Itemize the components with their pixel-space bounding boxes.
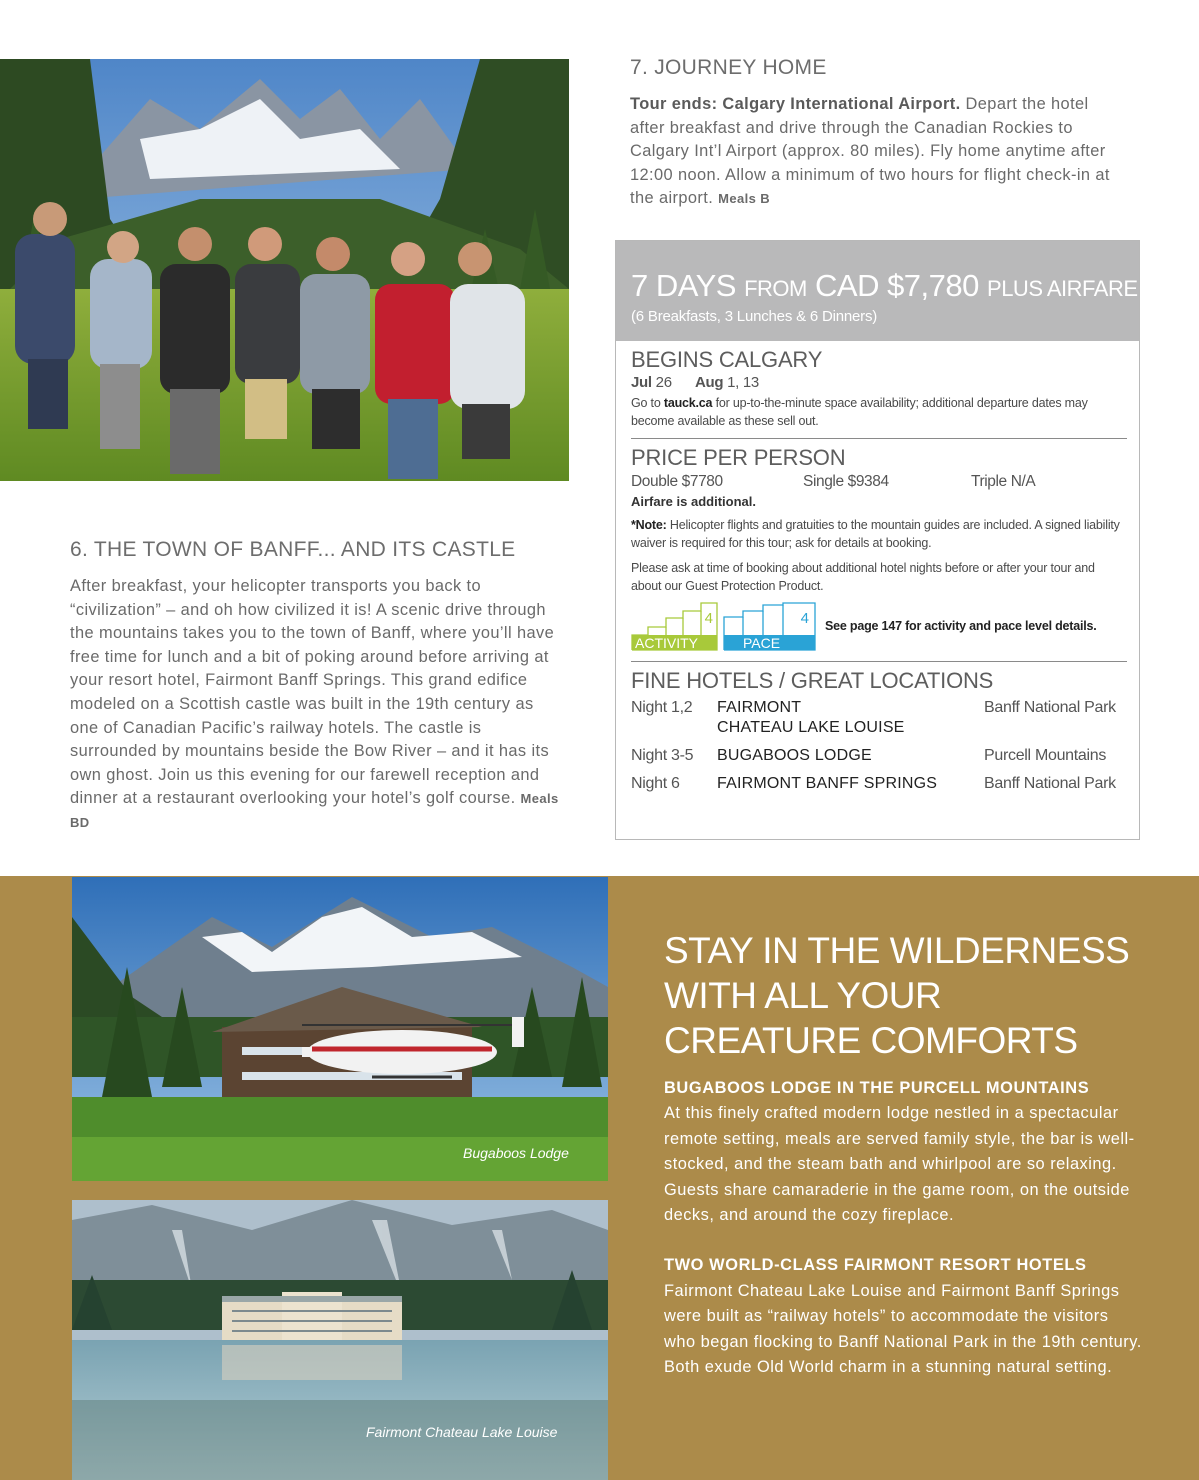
tour-days: 7 DAYS	[631, 268, 736, 303]
activity-level-number: 4	[704, 610, 713, 627]
hotel-location: Banff National Park	[984, 775, 1116, 792]
price-per-person-title: PRICE PER PERSON	[631, 445, 846, 470]
day7-text	[630, 93, 1110, 211]
plus-airfare-label: PLUS AIRFARE	[987, 276, 1138, 301]
tauck-link[interactable]: tauck.ca	[663, 396, 713, 410]
price-double: Double $7780	[631, 473, 723, 490]
hotel-night: Night 1,2	[631, 699, 693, 716]
day7-lead: Tour ends: Calgary International Airport.	[630, 95, 961, 113]
hotel-night: Night 3-5	[631, 747, 694, 764]
day6-text	[70, 575, 560, 835]
gold-headline-line3: CREATURE COMFORTS	[664, 1020, 1078, 1061]
gold-body	[664, 1076, 1144, 1405]
day6-meals: Meals BD	[70, 791, 559, 830]
activity-level-icon	[631, 601, 719, 651]
from-label: FROM	[744, 276, 807, 301]
note-label: *Note:	[631, 518, 667, 532]
fairmont-paragraph	[664, 1253, 1144, 1380]
bugaboos-subheading: BUGABOOS LODGE IN THE PURCELL MOUNTAINS	[664, 1079, 1090, 1097]
day7-section	[630, 56, 1110, 211]
bugaboos-lodge-photo	[72, 877, 608, 1181]
tour-price: CAD $7,780	[815, 268, 979, 303]
level-indicators	[631, 601, 1127, 651]
pace-level-icon	[723, 601, 817, 651]
day7-body: Depart the hotel after breakfast and drive through the Canadian Rockies to Calgary Int’l Airport (approx. 80 miles). Fly home anytime after 12:00 noon. Allow a minimum of two hours for flight check-in at the airport.	[630, 95, 1110, 208]
price-single: Single $9384	[803, 473, 889, 490]
gold-headline-line1: STAY IN THE WILDERNESS	[664, 930, 1130, 971]
begins-title: BEGINS CALGARY	[631, 347, 823, 372]
airfare-note: Airfare is additional.	[631, 494, 756, 509]
caption-bugaboos-lodge: Bugaboos Lodge	[463, 1145, 569, 1161]
activity-label: ACTIVITY	[635, 635, 699, 651]
hotel-name-line1: FAIRMONT	[717, 699, 802, 716]
price-box-header	[616, 241, 1139, 341]
note-text: Helicopter flights and gratuities to the mountain guides are included. A signed liability waiver is required for this tour; ask for details at booking.	[631, 518, 1120, 550]
divider	[631, 661, 1127, 662]
hotel-row	[631, 698, 1127, 738]
pace-label: PACE	[743, 635, 781, 651]
departure-dates	[631, 374, 1127, 391]
group-photo	[0, 59, 569, 481]
note	[631, 517, 1127, 552]
fairmont-text: Fairmont Chateau Lake Louise and Fairmont Banff Springs were built as “railway hotels” to accommodate the visitors who began flocking to Banff National Park in the 19th century. Both exude Old World charm in a stunning natural setting.	[664, 1281, 1142, 1377]
date2-days: 1, 13	[727, 374, 759, 391]
hotel-row	[631, 746, 1127, 766]
caption-lake-louise: Fairmont Chateau Lake Louise	[366, 1424, 558, 1440]
date1-month: Jul	[631, 374, 652, 391]
availability-post: for up-to-the-minute space availability; additional departure dates may become available as these sell out.	[631, 396, 1088, 428]
hotel-row	[631, 774, 1127, 794]
availability-pre: Go to	[631, 396, 664, 410]
day6-title: 6. THE TOWN OF BANFF... AND ITS CASTLE	[70, 538, 516, 561]
hotels-title: FINE HOTELS / GREAT LOCATIONS	[631, 668, 994, 693]
hotel-name	[717, 698, 984, 738]
price-box	[615, 240, 1140, 840]
hotel-name-line2: CHATEAU LAKE LOUISE	[717, 719, 905, 736]
pace-level-number: 4	[800, 610, 809, 627]
hotel-list	[631, 698, 1127, 794]
gold-headline-line2: WITH ALL YOUR	[664, 975, 942, 1016]
hotel-name: BUGABOOS LODGE	[717, 747, 872, 764]
hotel-location: Banff National Park	[984, 699, 1116, 716]
bugaboos-text: At this finely crafted modern lodge nestled in a spectacular remote setting, meals are served family style, the bar is well-stocked, and the steam bath and whirlpool are so relaxing. Guests share camaraderie in the game room, on the outside decks, and around the cozy fireplace.	[664, 1104, 1135, 1225]
day6-body: After breakfast, your helicopter transports you back to “civilization” – and oh how civilized it is! A scenic drive through the mountains takes you to the town of Banff, where you’ll have free time for lunch and a bit of poking around before arriving at your resort hotel, Fairmont Banff Springs. This grand edifice modeled on a Scottish castle was built in the 19th century as one of Canadian Pacific’s railway hotels. The castle is surrounded by mountains beside the Bow River – and it has its own ghost. Join us this evening for our farewell reception and dinner at a restaurant overlooking your hotel’s golf course.	[70, 577, 555, 808]
day6-section	[70, 538, 560, 835]
price-list	[631, 473, 1127, 491]
hotel-night: Night 6	[631, 775, 680, 792]
included-meals: (6 Breakfasts, 3 Lunches & 6 Dinners)	[631, 308, 878, 325]
hotel-location: Purcell Mountains	[984, 747, 1107, 764]
date2-month: Aug	[694, 374, 724, 391]
availability-note	[631, 395, 1127, 430]
day7-title: 7. JOURNEY HOME	[630, 56, 827, 79]
hotel-nights-note: Please ask at time of booking about additional hotel nights before or after your tour and about our Guest Protection Product.	[631, 561, 1095, 593]
level-details-note: See page 147 for activity and pace level details.	[825, 619, 1097, 633]
fairmont-subheading: TWO WORLD-CLASS FAIRMONT RESORT HOTELS	[664, 1256, 1087, 1275]
date1-days: 26	[655, 374, 672, 391]
day7-meals: Meals B	[718, 191, 771, 207]
price-triple: Triple N/A	[971, 473, 1036, 490]
bugaboos-paragraph	[664, 1076, 1144, 1228]
price-headline	[631, 269, 1139, 306]
gold-headline	[664, 928, 1144, 1063]
hotel-name: FAIRMONT BANFF SPRINGS	[717, 775, 938, 792]
divider	[631, 438, 1127, 439]
